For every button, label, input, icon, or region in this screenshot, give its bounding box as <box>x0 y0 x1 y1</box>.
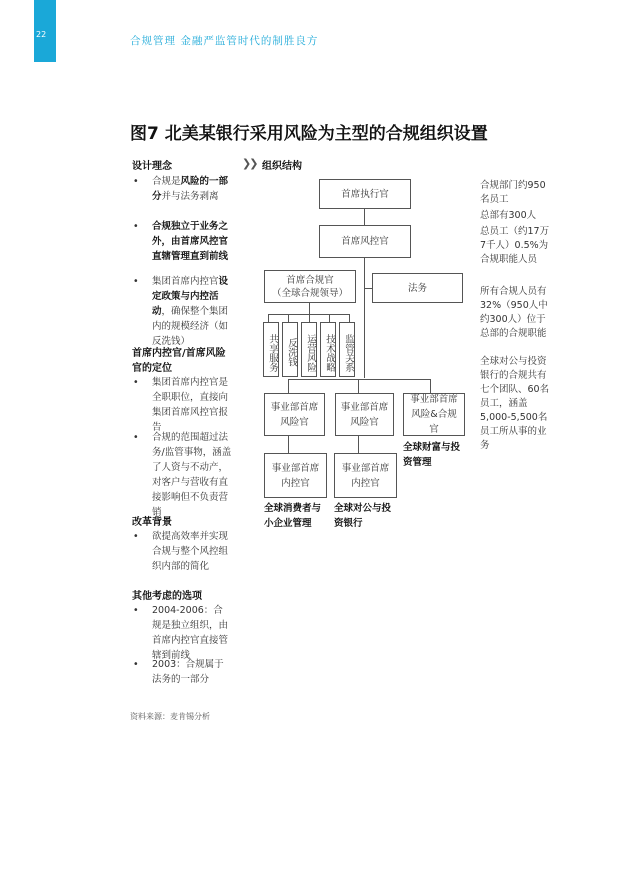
legal-box: 法务 <box>372 273 463 303</box>
note-1: 合规部门约950名员工 <box>480 180 546 205</box>
bu-control-box-1: 事业部首席内控官 <box>264 453 327 498</box>
figure-title: 图7 北美某银行采用风险为主型的合规组织设置 <box>130 124 488 144</box>
running-title: 合规管理 金融严监管时代的制胜良方 <box>130 35 319 47</box>
function-box-reg-relations: 监管关系 <box>339 322 355 377</box>
role-item-2: • 合规的范围超过法务/监管事物，涵盖了人资与不动产，对客户与营收有直接影响但不负责营销 <box>133 432 232 518</box>
cco-box <box>264 270 356 303</box>
note-4: 所有合规人员有32%（950人中约300人）位于总部的合规职能 <box>480 286 548 339</box>
design-item-3: • 集团首席内控官设定政策与内控活动，确保整个集团内的规模经济（如反洗钱） <box>133 276 229 347</box>
function-box-aml: 反洗钱 <box>282 322 298 377</box>
other-item-2: • 2003：合规属于法务的一部分 <box>133 659 224 685</box>
note-3: 总员工（约17万7千人）0.5%为合规职能人员 <box>480 226 550 265</box>
reform-item-1: • 欲提高效率并实现合规与整个风控组织内部的简化 <box>133 531 229 572</box>
caption-wealth-investment: 全球财富与投资管理 <box>403 442 461 468</box>
role-item-1: • 集团首席内控官是全职职位，直接向集团首席风控官报告 <box>133 377 229 433</box>
caption-corporate-investment: 全球对公与投资银行 <box>334 503 392 529</box>
function-box-shared-services: 共享服务 <box>263 322 279 377</box>
bu-risk-box-2: 事业部首席风险官 <box>335 393 394 436</box>
function-box-op-risk: 运营风险 <box>301 322 317 377</box>
ceo-box: 首席执行官 <box>319 179 411 209</box>
note-5: 全球对公与投资银行的合规共有七个团队、60名员工，涵盖5,000-5,500名员工所从事的业务 <box>480 356 550 451</box>
other-item-1: • 2004-2006：合规是独立组织，由首席内控官直接管辖到前线 <box>133 605 229 661</box>
page-number: 22 <box>36 30 47 39</box>
chevron-right-icon: ❯❯ <box>242 157 257 170</box>
other-heading: 其他考虑的选项 <box>132 591 202 602</box>
bu-risk-compliance-box-3: 事业部首席风险&合规官 <box>403 393 465 436</box>
cco-title: 首席合规官 <box>286 274 334 286</box>
caption-consumer-sme: 全球消费者与小企业管理 <box>264 503 322 529</box>
reform-heading: 改革背景 <box>132 517 172 528</box>
org-heading: 组织结构 <box>262 161 302 172</box>
note-2: 总部有300人 <box>480 210 537 221</box>
design-heading: 设计理念 <box>132 161 172 172</box>
bu-control-box-2: 事业部首席内控官 <box>334 453 397 498</box>
function-box-tech-strategy: 技术战略 <box>320 322 336 377</box>
source-note: 资料来源：麦肯锡分析 <box>130 712 210 721</box>
bu-risk-box-1: 事业部首席风险官 <box>264 393 325 436</box>
design-item-1: • 合规是风险的一部分并与法务剥离 <box>133 176 229 202</box>
role-heading: 首席内控官/首席风险官的定位 <box>132 348 226 374</box>
design-item-2: • 合规独立于业务之外，由首席风控官直辖管理直到前线 <box>133 221 229 262</box>
cro-box: 首席风控官 <box>319 225 411 258</box>
cco-subtitle: （全球合规领导） <box>271 287 348 299</box>
